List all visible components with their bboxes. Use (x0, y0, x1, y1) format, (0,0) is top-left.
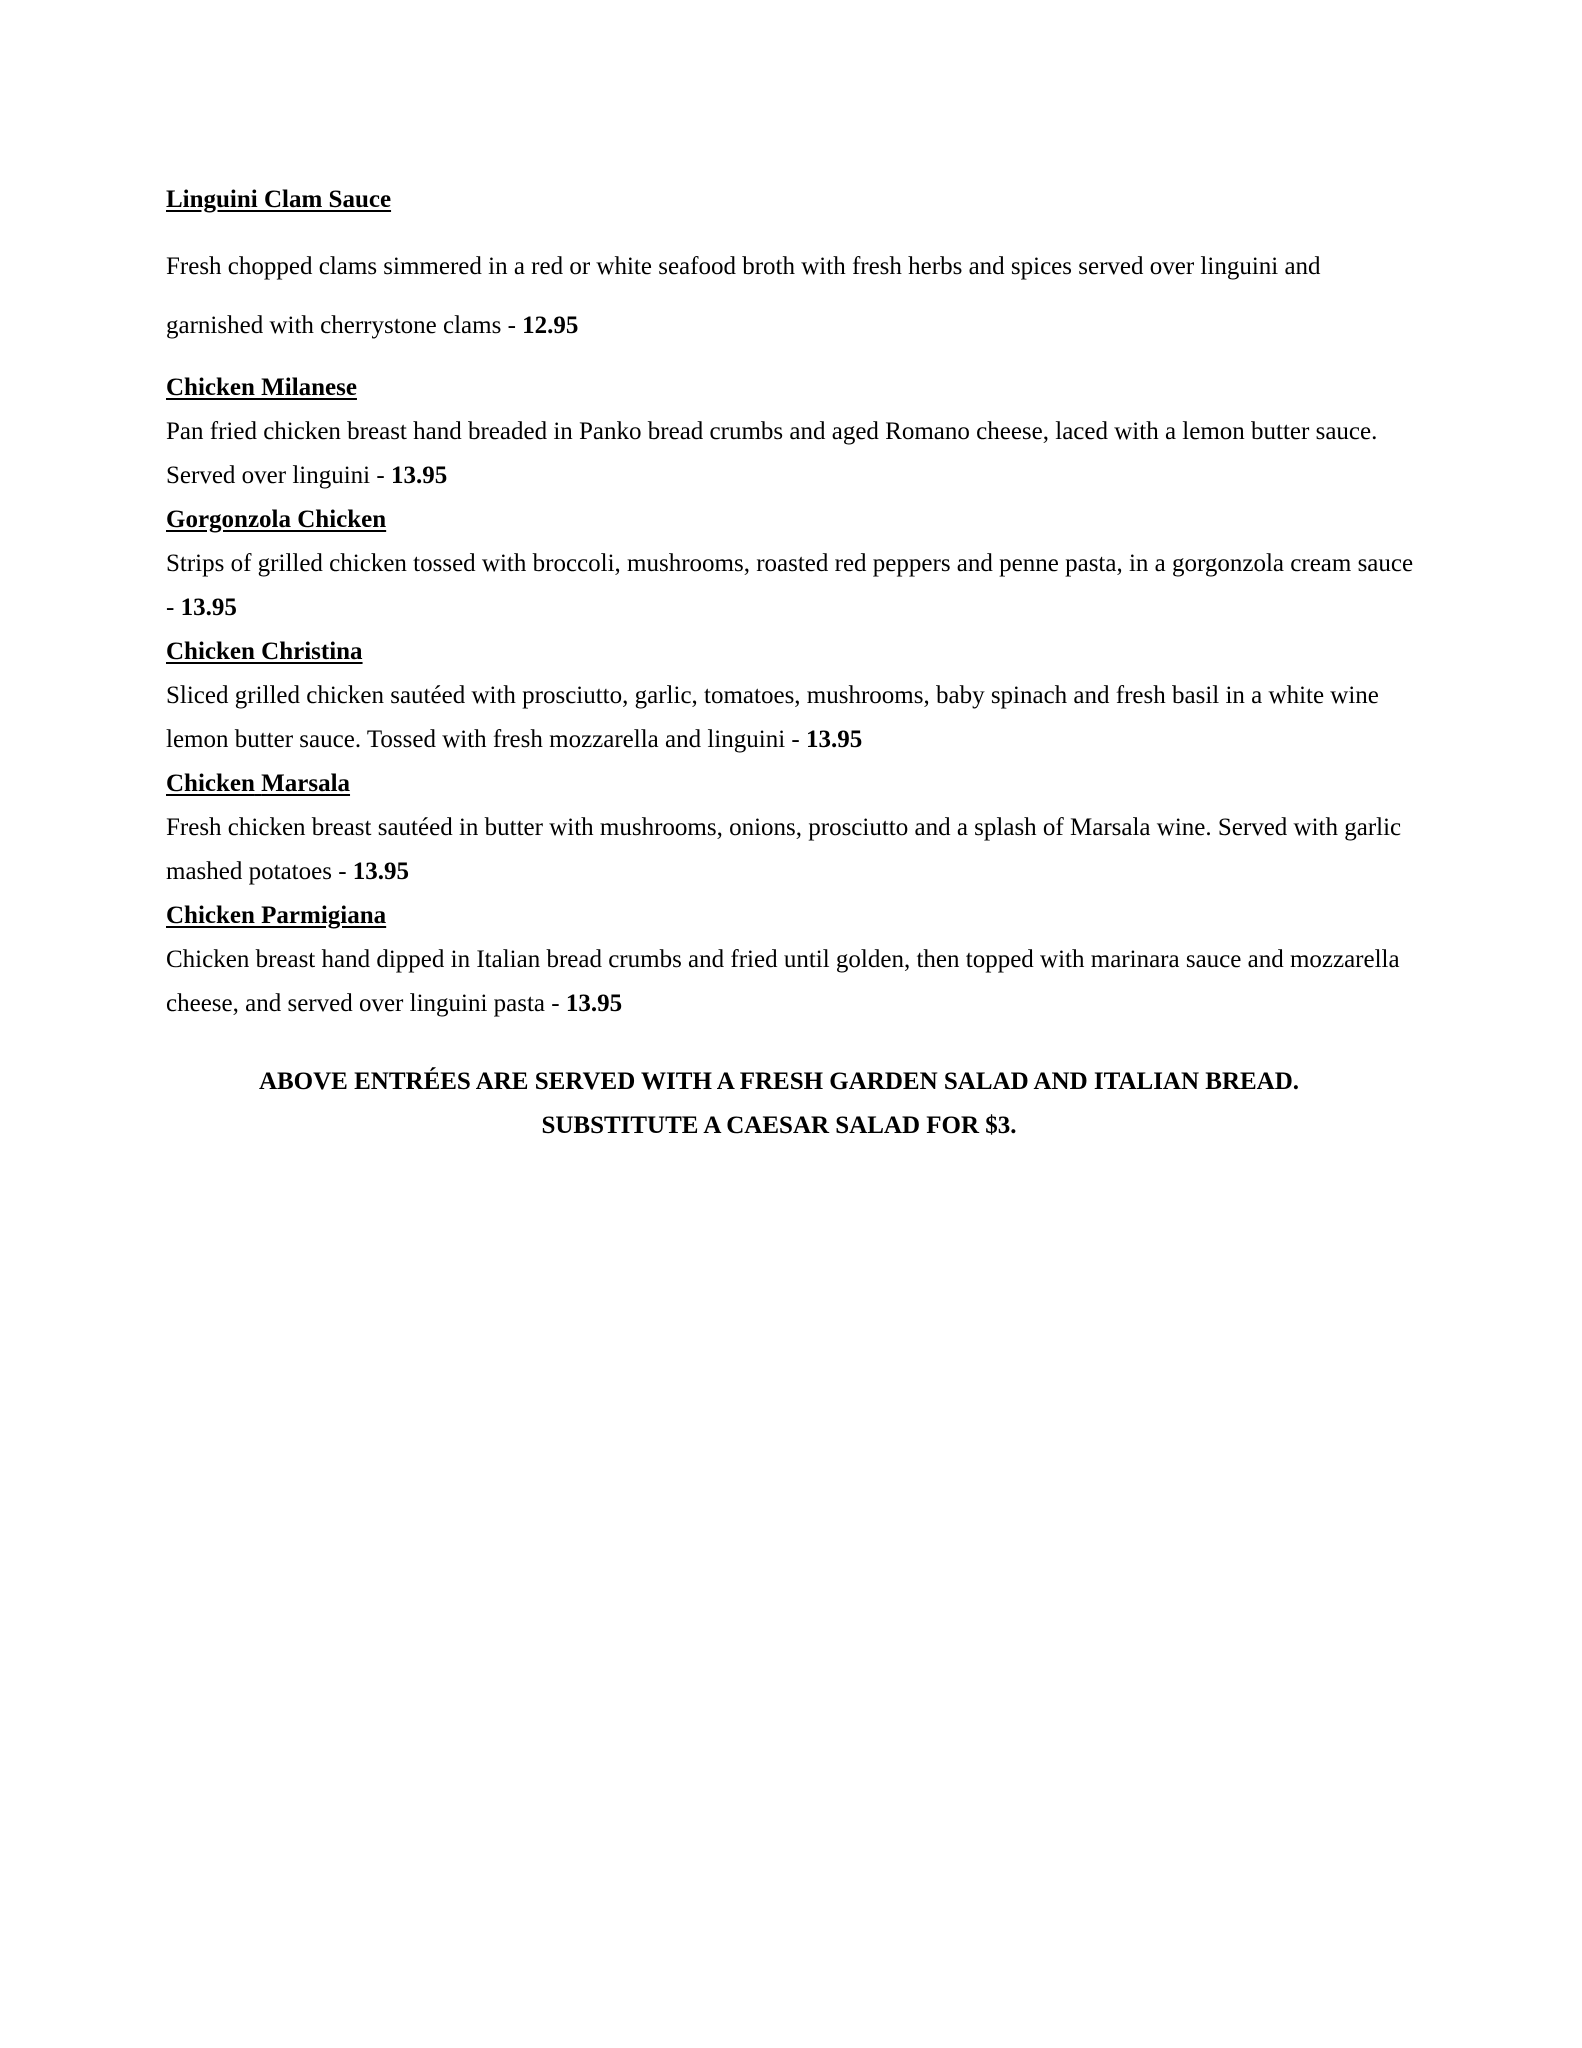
menu-item-description (166, 938, 1416, 1026)
menu-item-description-text: Fresh chopped clams simmered in a red or white seafood broth with fresh herbs and spices served over linguini and garnished with cherrystone clams (166, 253, 1321, 339)
menu-item-description (166, 542, 1416, 630)
footer-note-line: SUBSTITUTE A CAESAR SALAD FOR $3. (541, 1112, 1017, 1139)
price-separator: - (545, 990, 566, 1017)
menu-item (166, 498, 1416, 630)
menu-item-description (166, 806, 1416, 894)
price-separator: - (370, 462, 391, 489)
menu-item-title: Chicken Parmigiana (166, 902, 387, 929)
menu-item-description-text: Sliced grilled chicken sautéed with prosciutto, garlic, tomatoes, mushrooms, baby spinach and fresh basil in a white wine lemon butter sauce. Tossed with fresh mozzarella and linguini (166, 682, 1379, 753)
menu-item-description-text: Fresh chicken breast sautéed in butter with mushrooms, onions, prosciutto and a splash of Marsala wine. Served with garlic mashed potatoes (166, 814, 1402, 885)
price-separator: - (785, 726, 806, 753)
menu-item-price: 13.95 (180, 594, 237, 621)
menu-item-title: Linguini Clam Sauce (166, 186, 392, 213)
menu-item-description (166, 237, 1416, 355)
menu-item (166, 178, 1416, 355)
menu-item-description-text: Chicken breast hand dipped in Italian bread crumbs and fried until golden, then topped with marinara sauce and mozzarella cheese, and served over linguini pasta (166, 946, 1400, 1017)
menu-item (166, 366, 1416, 498)
menu-item-title (166, 762, 1416, 806)
menu-item-price: 12.95 (522, 312, 579, 339)
menu-item-description (166, 674, 1416, 762)
menu-item-title-part: Marsala (261, 770, 351, 797)
menu-item (166, 894, 1416, 1026)
footer-note-line: ABOVE ENTRÉES ARE SERVED WITH A FRESH GARDEN SALAD AND ITALIAN BREAD. (258, 1068, 1300, 1095)
menu-item-description-text: Pan fried chicken breast hand breaded in Panko bread crumbs and aged Romano cheese, laced with a lemon butter sauce. Served over linguini (166, 418, 1378, 489)
menu-item-description-text: Strips of grilled chicken tossed with broccoli, mushrooms, roasted red peppers and penne pasta, in a gorgonzola cream sauce (166, 550, 1414, 577)
menu-item (166, 630, 1416, 762)
menu-item-list (166, 178, 1416, 1026)
menu-item-title: Gorgonzola Chicken (166, 506, 387, 533)
menu-item (166, 762, 1416, 894)
menu-item-price: 13.95 (352, 858, 410, 885)
price-separator: - (331, 858, 353, 885)
menu-item-price: 13.95 (805, 726, 863, 753)
menu-item-price: 13.95 (390, 462, 448, 489)
menu-item-price: 13.95 (565, 990, 623, 1017)
menu-item-title: Chicken Christina (166, 638, 363, 665)
menu-item-title-part: Chicken (166, 770, 255, 797)
menu-item-title: Chicken Milanese (166, 374, 357, 401)
entree-footer-note (0, 1060, 1558, 1148)
menu-item-description (166, 410, 1416, 498)
price-separator: - (501, 312, 523, 339)
price-separator: - (166, 594, 181, 621)
